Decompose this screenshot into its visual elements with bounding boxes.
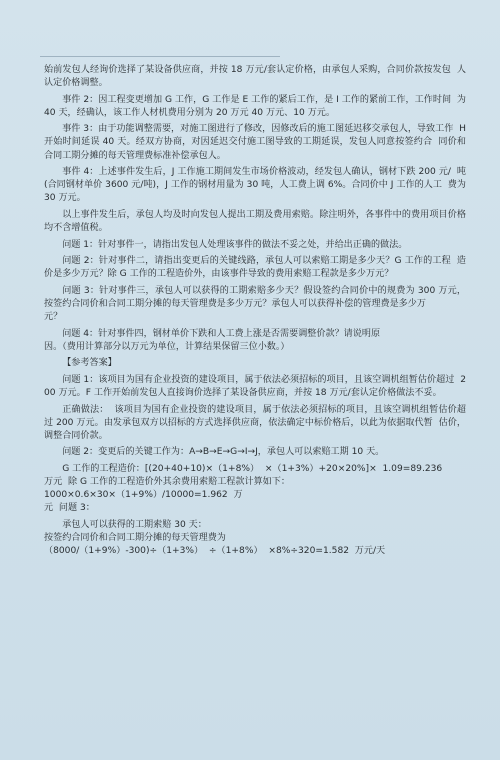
answer-2-calculation: G 工作的工程造价：[(20+40+10)×（1+8%） ×（1+3%）+20×20%]× 1.09=89.236 万元 除 G 工作的工程造价外其余费用索赔工程款计算如下： 1000×0.6×30×（1+9%）/10000=1.962 万 元 问题 3： [44,464,443,514]
question-2: 问题 2：针对事件二，请指出变更后的关键线路，承包人可以索赔工期是多少天？G 工作的工程 造价是多少万元？除 G 工作的工程造价外，由该事件导致的费用索赔工程款是多少万元？ [44,256,466,280]
paragraph-1: 始前发包人经询价选择了某设备供应商，并按 18 万元/套认定价格，由承包人采购，合同价款按发包 人认定价格调整。 [44,65,466,89]
paragraph-event-3: 事件 3：由于功能调整需要，对施工图进行了修改，因修改后的施工图延迟移交承包人，导致工作 H 开始时间延误 40 天。经双方协商，对因延迟交付施工图导致的工期延误，发包人同意按签约合 同价和合同工期分摊的每天管理费标准补偿承包人。 [44,124,469,161]
question-1: 问题 1：针对事件一，请指出发包人处理该事件的做法不妥之处，并给出正确的做法。 [62,239,408,250]
answer-3: 承包人可以获得的工期索赔 30 天： 按签约合同价和合同工期分摊的每天管理费为 （8000/（1+9%）-300)÷（1+3%） ÷（1+8%） ×8%÷320=1.582 万元/天 [44,519,386,557]
answer-1: 问题 1：该项目为国有企业投资的建设项目，属于依法必须招标的项目，且该空调机组暂估价超过 200 万元。F 工作开始前发包人直接询价选择了某设备供应商，并按 18 万元/套认定价格做法不妥。 [44,374,466,399]
question-3: 问题 3：针对事件三，承包人可以获得的工期索赔多少天？假设签约合同价中的规费为 300 万元， 按签约合同价和合同工期分摊的每天管理费是多少万元？承包人可以获得补偿的管理费是多少万 元？ [44,285,466,323]
answer-1-correct: 正确做法： 该项目为国有企业投资的建设项目，属于依法必须招标的项目，且该空调机组暂估价超过 200 万元。由发承包双方以招标的方式选择供应商，依法确定中标价格后，以此为依据取代暂 估价，调整合同价款。 [44,404,466,441]
header-rule [40,56,280,57]
answer-2: 问题 2：变更后的关键工作为：A→B→E→G→I→J，承包人可以索赔工期 10 天。 [62,447,385,458]
paragraph-event-2: 事件 2：因工程变更增加 G 工作，G 工作是 E 工作的紧后工作，是 I 工作的紧前工作，工作时间 为 40 天，经确认，该工作人材机费用分别为 20 万元 40 万元、10 万元。 [44,94,469,118]
question-4: 问题 4：针对事件四，钢材单价下跌和人工费上涨是否需要调整价款？请说明原 因。（费用计算部分以万元为单位，计算结果保留三位小数。） [44,328,381,352]
answer-heading: 【参考答案】 [62,358,117,369]
paragraph-claim-note: 以上事件发生后，承包人均及时向发包人提出工期及费用索赔。除注明外，各事件中的费用项目价格均不含增值税。 [44,209,466,234]
paragraph-event-4: 事件 4：上述事件发生后，J 工作施工期间发生市场价格波动，经发包人确认，钢材下跌 200 元/ 吨(合同钢材单价 3600 元/吨)，J 工作的钢材用量为 30 吨，人工费上调 6%。合同价中 J 工作的人工 费为 30 万元。 [44,167,469,204]
